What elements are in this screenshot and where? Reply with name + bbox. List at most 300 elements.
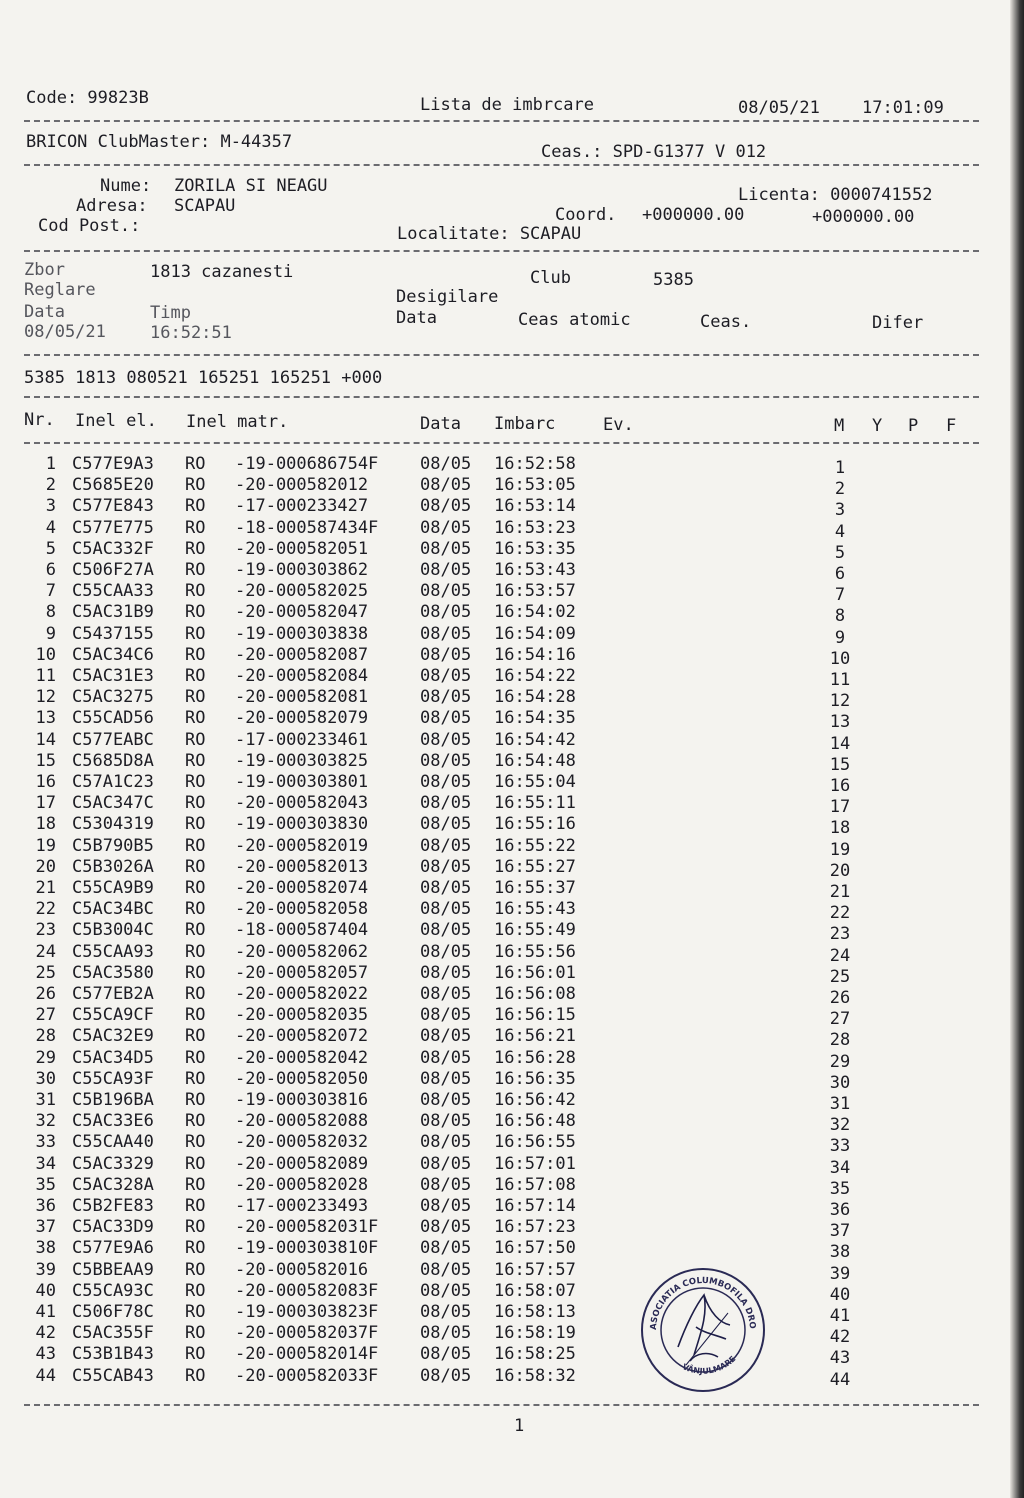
table-row — [0, 835, 1000, 860]
mark-number: 31 — [829, 1094, 851, 1114]
table-row — [0, 1344, 1000, 1369]
table-row — [0, 644, 1000, 669]
row-number: 32 — [35, 1111, 56, 1132]
country-code: RO — [185, 496, 206, 517]
arrival-date: 08/05 — [420, 1217, 472, 1238]
ceas-atomic-label: Ceas atomic — [518, 310, 631, 330]
arrival-date: 08/05 — [420, 1174, 472, 1195]
row-number: 16 — [35, 772, 56, 792]
arrival-date: 08/05 — [420, 1047, 472, 1068]
row-number: 12 — [35, 687, 56, 708]
country-code: RO — [185, 1132, 206, 1153]
paper-edge-shadow — [1010, 0, 1024, 1498]
row-number: 7 — [45, 581, 56, 602]
svg-text:VÂNJULMARE — [681, 1354, 738, 1376]
ring-number: -19-000686754F — [235, 454, 379, 474]
arrival-time: 16:55:11 — [494, 793, 576, 814]
row-number: 14 — [35, 729, 56, 750]
col-y: Y — [872, 416, 883, 436]
table-row — [0, 1238, 1000, 1263]
row-number: 22 — [35, 899, 56, 920]
mark-number: 39 — [829, 1263, 851, 1284]
electronic-ring: C5AC347C — [72, 793, 154, 814]
nume-value: ZORILA SI NEAGU — [174, 176, 328, 196]
country-code: RO — [185, 644, 206, 665]
cod-post-label: Cod Post.: — [38, 216, 141, 236]
arrival-time: 16:57:50 — [494, 1238, 576, 1259]
ring-number: -20-000582037F — [235, 1323, 379, 1344]
electronic-ring: C5AC3329 — [72, 1153, 154, 1174]
mark-number: 11 — [829, 670, 851, 690]
electronic-ring: C55CAA33 — [72, 581, 154, 602]
country-code: RO — [185, 920, 206, 941]
arrival-time: 16:54:09 — [494, 623, 576, 644]
mark-number: 43 — [829, 1348, 851, 1369]
electronic-ring: C55CAD56 — [72, 708, 154, 729]
mark-number: 24 — [829, 945, 851, 966]
table-row — [0, 1153, 1000, 1178]
arrival-date: 08/05 — [420, 962, 472, 983]
arrival-time: 16:53:35 — [494, 538, 576, 559]
row-number: 29 — [35, 1047, 56, 1068]
ring-number: -20-000582019 — [235, 835, 369, 856]
row-number: 9 — [45, 623, 56, 644]
col-m: M — [834, 416, 845, 436]
arrival-date: 08/05 — [420, 1196, 472, 1216]
row-number: 44 — [35, 1365, 56, 1386]
ring-number: -20-000582072 — [235, 1026, 369, 1047]
row-number: 25 — [35, 962, 56, 983]
club-stamp — [638, 1265, 768, 1395]
arrival-time: 16:55:49 — [494, 920, 576, 941]
row-number: 3 — [45, 496, 56, 517]
row-number: 18 — [35, 814, 56, 835]
country-code: RO — [185, 623, 206, 644]
coord-value-2: +000000.00 — [812, 207, 915, 227]
country-code: RO — [185, 1280, 206, 1301]
mark-number: 32 — [829, 1115, 851, 1136]
arrival-date: 08/05 — [420, 1005, 472, 1026]
row-number: 4 — [45, 517, 56, 538]
row-number: 42 — [35, 1323, 56, 1344]
arrival-time: 16:56:21 — [494, 1026, 576, 1047]
ring-number: -20-000582016 — [235, 1259, 369, 1280]
ceas-label: Ceas. — [700, 312, 752, 332]
arrival-date: 08/05 — [420, 1026, 472, 1047]
mark-number: 36 — [829, 1200, 851, 1220]
mark-number: 14 — [829, 733, 851, 754]
arrival-date: 08/05 — [420, 517, 472, 538]
arrival-time: 16:54:42 — [494, 729, 576, 750]
table-row — [0, 729, 1000, 754]
arrival-time: 16:54:16 — [494, 644, 576, 665]
arrival-date: 08/05 — [420, 814, 472, 835]
row-number: 5 — [45, 538, 56, 559]
row-number: 27 — [35, 1005, 56, 1026]
country-code: RO — [185, 1302, 206, 1322]
arrival-date: 08/05 — [420, 644, 472, 665]
ring-number: -20-000582057 — [235, 962, 369, 983]
nume-label: Nume: — [100, 176, 152, 196]
mark-number: 28 — [829, 1030, 851, 1051]
coord-label: Coord. — [555, 205, 617, 225]
summary-line: 5385 1813 080521 165251 165251 +000 — [24, 368, 383, 388]
electronic-ring: C5AC3275 — [72, 687, 154, 708]
electronic-ring: C5AC34BC — [72, 899, 154, 920]
table-row — [0, 623, 1000, 648]
row-number: 37 — [35, 1217, 56, 1238]
arrival-date: 08/05 — [420, 475, 472, 496]
country-code: RO — [185, 750, 206, 771]
mark-number: 37 — [829, 1221, 851, 1242]
col-imbarc: Imbarc — [494, 414, 556, 434]
ring-number: -20-000582028 — [235, 1174, 369, 1195]
country-code: RO — [185, 729, 206, 750]
col-inel-matr: Inel matr. — [186, 412, 289, 432]
desigilare-label: Desigilare — [396, 287, 499, 307]
ring-number: -20-000582033F — [235, 1365, 379, 1386]
table-row — [0, 899, 1000, 924]
arrival-time: 16:53:43 — [494, 560, 576, 580]
electronic-ring: C55CAB43 — [72, 1365, 154, 1386]
mark-number: 4 — [834, 521, 846, 542]
country-code: RO — [185, 835, 206, 856]
mark-number: 22 — [829, 903, 851, 924]
mark-number: 30 — [829, 1072, 851, 1093]
table-row — [0, 708, 1000, 733]
arrival-date: 08/05 — [420, 602, 472, 623]
print-time: 17:01:09 — [862, 98, 944, 118]
arrival-time: 16:56:15 — [494, 1005, 576, 1026]
arrival-time: 16:57:23 — [494, 1217, 576, 1238]
arrival-date: 08/05 — [420, 1238, 472, 1259]
electronic-ring: C577E843 — [72, 496, 154, 517]
row-number: 38 — [35, 1238, 56, 1259]
table-row — [0, 1047, 1000, 1072]
row-number: 35 — [35, 1174, 56, 1195]
arrival-time: 16:57:08 — [494, 1174, 576, 1195]
reglare-timp-value: 16:52:51 — [150, 323, 232, 343]
row-number: 6 — [45, 560, 56, 580]
page-number: 1 — [514, 1416, 525, 1436]
table-row — [0, 581, 1000, 606]
divider — [24, 354, 979, 356]
arrival-date: 08/05 — [420, 623, 472, 644]
country-code: RO — [185, 666, 206, 686]
table-row — [0, 538, 1000, 563]
country-code: RO — [185, 1217, 206, 1238]
mark-number: 16 — [829, 776, 851, 796]
divider — [24, 250, 979, 252]
ring-number: -17-000233493 — [235, 1196, 369, 1216]
divider — [24, 1404, 979, 1406]
table-row — [0, 1068, 1000, 1093]
arrival-time: 16:58:25 — [494, 1344, 576, 1365]
table-row — [0, 1132, 1000, 1157]
country-code: RO — [185, 1174, 206, 1195]
arrival-date: 08/05 — [420, 454, 472, 474]
electronic-ring: C577EB2A — [72, 984, 154, 1004]
electronic-ring: C55CAA40 — [72, 1132, 154, 1153]
table-row — [0, 1302, 1000, 1326]
arrival-date: 08/05 — [420, 878, 472, 898]
ring-number: -17-000233427 — [235, 496, 369, 517]
ring-number: -19-000303838 — [235, 623, 369, 644]
arrival-time: 16:54:48 — [494, 750, 576, 771]
arrival-time: 16:54:28 — [494, 687, 576, 708]
mark-number: 26 — [829, 988, 851, 1008]
country-code: RO — [185, 454, 206, 474]
ring-number: -20-000582042 — [235, 1047, 369, 1068]
electronic-ring: C5B790B5 — [72, 835, 154, 856]
arrival-date: 08/05 — [420, 941, 472, 962]
ring-number: -20-000582025 — [235, 581, 369, 602]
arrival-time: 16:58:13 — [494, 1302, 576, 1322]
mark-number: 29 — [829, 1051, 851, 1072]
ring-number: -19-000303816 — [235, 1090, 369, 1110]
table-row — [0, 1196, 1000, 1220]
table-row — [0, 941, 1000, 966]
table-row — [0, 602, 1000, 627]
electronic-ring: C5AC33D9 — [72, 1217, 154, 1238]
arrival-time: 16:56:01 — [494, 962, 576, 983]
arrival-time: 16:57:57 — [494, 1259, 576, 1280]
mark-number: 44 — [829, 1369, 851, 1390]
arrival-date: 08/05 — [420, 708, 472, 729]
col-nr: Nr. — [24, 410, 55, 430]
table-row — [0, 962, 1000, 987]
arrival-date: 08/05 — [420, 899, 472, 920]
ring-number: -20-000582050 — [235, 1068, 369, 1089]
arrival-date: 08/05 — [420, 1153, 472, 1174]
country-code: RO — [185, 602, 206, 623]
country-code: RO — [185, 984, 206, 1004]
table-row — [0, 496, 1000, 521]
ring-number: -20-000582083F — [235, 1280, 379, 1301]
mark-number: 19 — [829, 839, 851, 860]
electronic-ring: C5437155 — [72, 623, 154, 644]
country-code: RO — [185, 962, 206, 983]
zbor-value: 1813 cazanesti — [150, 262, 294, 282]
arrival-time: 16:54:02 — [494, 602, 576, 623]
row-number: 43 — [35, 1344, 56, 1365]
arrival-time: 16:55:04 — [494, 772, 576, 792]
electronic-ring: C5AC33E6 — [72, 1111, 154, 1132]
mark-number: 13 — [829, 712, 851, 733]
electronic-ring: C577E9A3 — [72, 454, 154, 474]
ring-number: -20-000582062 — [235, 941, 369, 962]
reglare-data-value: 08/05/21 — [24, 322, 106, 342]
arrival-date: 08/05 — [420, 666, 472, 686]
ring-number: -19-000303801 — [235, 772, 369, 792]
divider — [24, 396, 979, 398]
arrival-time: 16:53:23 — [494, 517, 576, 538]
row-number: 41 — [35, 1302, 56, 1322]
arrival-time: 16:54:35 — [494, 708, 576, 729]
arrival-date: 08/05 — [420, 1111, 472, 1132]
col-p: P — [908, 416, 919, 436]
arrival-time: 16:57:01 — [494, 1153, 576, 1174]
clock-label: Ceas.: SPD-G1377 V 012 — [541, 142, 767, 162]
table-row — [0, 1174, 1000, 1199]
electronic-ring: C5B196BA — [72, 1090, 154, 1110]
arrival-time: 16:53:57 — [494, 581, 576, 602]
row-number: 23 — [35, 920, 56, 941]
electronic-ring: C5685D8A — [72, 750, 154, 771]
col-f: F — [946, 416, 957, 436]
arrival-date: 08/05 — [420, 750, 472, 771]
table-row — [0, 1026, 1000, 1051]
electronic-ring: C577EABC — [72, 729, 154, 750]
electronic-ring: C577E775 — [72, 517, 154, 538]
electronic-ring: C5685E20 — [72, 475, 154, 496]
mark-number: 20 — [829, 860, 851, 881]
table-row — [0, 1005, 1000, 1030]
club-value: 5385 — [653, 270, 694, 290]
country-code: RO — [185, 560, 206, 580]
mark-number: 10 — [829, 648, 851, 669]
ring-number: -20-000582058 — [235, 899, 369, 920]
row-number: 36 — [35, 1196, 56, 1216]
country-code: RO — [185, 1111, 206, 1132]
electronic-ring: C5AC31E3 — [72, 666, 154, 686]
row-number: 39 — [35, 1259, 56, 1280]
arrival-time: 16:57:14 — [494, 1196, 576, 1216]
electronic-ring: C55CA93C — [72, 1280, 154, 1301]
table-row — [0, 772, 1000, 796]
arrival-time: 16:53:05 — [494, 475, 576, 496]
row-number: 19 — [35, 835, 56, 856]
row-number: 33 — [35, 1132, 56, 1153]
table-row — [0, 984, 1000, 1008]
table-row — [0, 1111, 1000, 1136]
country-code: RO — [185, 814, 206, 835]
arrival-time: 16:55:22 — [494, 835, 576, 856]
arrival-date: 08/05 — [420, 1259, 472, 1280]
country-code: RO — [185, 1068, 206, 1089]
country-code: RO — [185, 1344, 206, 1365]
row-number: 8 — [45, 602, 56, 623]
arrival-time: 16:55:16 — [494, 814, 576, 835]
row-number: 15 — [35, 750, 56, 771]
ring-number: -20-000582088 — [235, 1111, 369, 1132]
row-number: 24 — [35, 941, 56, 962]
table-row — [0, 1090, 1000, 1114]
arrival-date: 08/05 — [420, 1323, 472, 1344]
ring-number: -20-000582022 — [235, 984, 369, 1004]
electronic-ring: C55CA9B9 — [72, 878, 154, 898]
table-row — [0, 793, 1000, 818]
country-code: RO — [185, 1005, 206, 1026]
electronic-ring: C5AC355F — [72, 1323, 154, 1344]
arrival-time: 16:56:28 — [494, 1047, 576, 1068]
arrival-time: 16:56:35 — [494, 1068, 576, 1089]
ring-number: -20-000582035 — [235, 1005, 369, 1026]
col-inel-el: Inel el. — [75, 411, 157, 431]
electronic-ring: C53B1B43 — [72, 1344, 154, 1365]
electronic-ring: C5304319 — [72, 814, 154, 835]
country-code: RO — [185, 687, 206, 708]
ring-number: -20-000582089 — [235, 1153, 369, 1174]
electronic-ring: C5B3004C — [72, 920, 154, 941]
table-row — [0, 454, 1000, 478]
country-code: RO — [185, 1090, 206, 1110]
table-row — [0, 517, 1000, 542]
electronic-ring: C5AC332F — [72, 538, 154, 559]
mark-number: 33 — [829, 1136, 851, 1157]
ring-number: -19-000303823F — [235, 1302, 379, 1322]
mark-number: 34 — [829, 1157, 851, 1178]
ring-number: -20-000582043 — [235, 793, 369, 814]
country-code: RO — [185, 1365, 206, 1386]
reglare-label: Reglare — [24, 280, 96, 300]
arrival-date: 08/05 — [420, 581, 472, 602]
electronic-ring: C5BBEAA9 — [72, 1259, 154, 1280]
arrival-time: 16:58:07 — [494, 1280, 576, 1301]
mark-number: 23 — [829, 924, 851, 945]
ring-number: -17-000233461 — [235, 729, 369, 750]
row-number: 20 — [35, 856, 56, 877]
table-row — [0, 814, 1000, 839]
arrival-date: 08/05 — [420, 560, 472, 580]
mark-number: 8 — [834, 606, 846, 627]
mark-number: 25 — [829, 966, 851, 987]
arrival-time: 16:55:27 — [494, 856, 576, 877]
arrival-date: 08/05 — [420, 1302, 472, 1322]
electronic-ring: C5AC328A — [72, 1174, 154, 1195]
ring-number: -19-000303810F — [235, 1238, 379, 1259]
country-code: RO — [185, 772, 206, 792]
row-number: 21 — [35, 878, 56, 898]
mark-number: 35 — [829, 1178, 851, 1199]
ring-number: -18-000587404 — [235, 920, 369, 941]
row-number: 11 — [35, 666, 56, 686]
row-number: 34 — [35, 1153, 56, 1174]
mark-number: 18 — [829, 818, 851, 839]
country-code: RO — [185, 941, 206, 962]
arrival-time: 16:55:37 — [494, 878, 576, 898]
arrival-time: 16:56:08 — [494, 984, 576, 1004]
ring-number: -20-000582079 — [235, 708, 369, 729]
arrival-date: 08/05 — [420, 984, 472, 1004]
table-row — [0, 878, 1000, 902]
electronic-ring: C5AC34D5 — [72, 1047, 154, 1068]
ring-number: -20-000582087 — [235, 644, 369, 665]
mark-number: 42 — [829, 1327, 851, 1348]
col-ev: Ev. — [603, 415, 634, 435]
country-code: RO — [185, 1323, 206, 1344]
mark-number: 3 — [834, 500, 846, 521]
col-data: Data — [420, 414, 461, 434]
arrival-date: 08/05 — [420, 1068, 472, 1089]
country-code: RO — [185, 793, 206, 814]
country-code: RO — [185, 878, 206, 898]
coord-value-1: +000000.00 — [642, 205, 745, 225]
country-code: RO — [185, 1259, 206, 1280]
arrival-date: 08/05 — [420, 1365, 472, 1386]
divider — [24, 442, 979, 444]
arrival-date: 08/05 — [420, 1132, 472, 1153]
country-code: RO — [185, 517, 206, 538]
table-row — [0, 750, 1000, 775]
electronic-ring: C5AC31B9 — [72, 602, 154, 623]
row-number: 17 — [35, 793, 56, 814]
table-row — [0, 666, 1000, 690]
country-code: RO — [185, 1047, 206, 1068]
country-code: RO — [185, 856, 206, 877]
table-row — [0, 687, 1000, 712]
mark-number: 41 — [829, 1306, 851, 1326]
